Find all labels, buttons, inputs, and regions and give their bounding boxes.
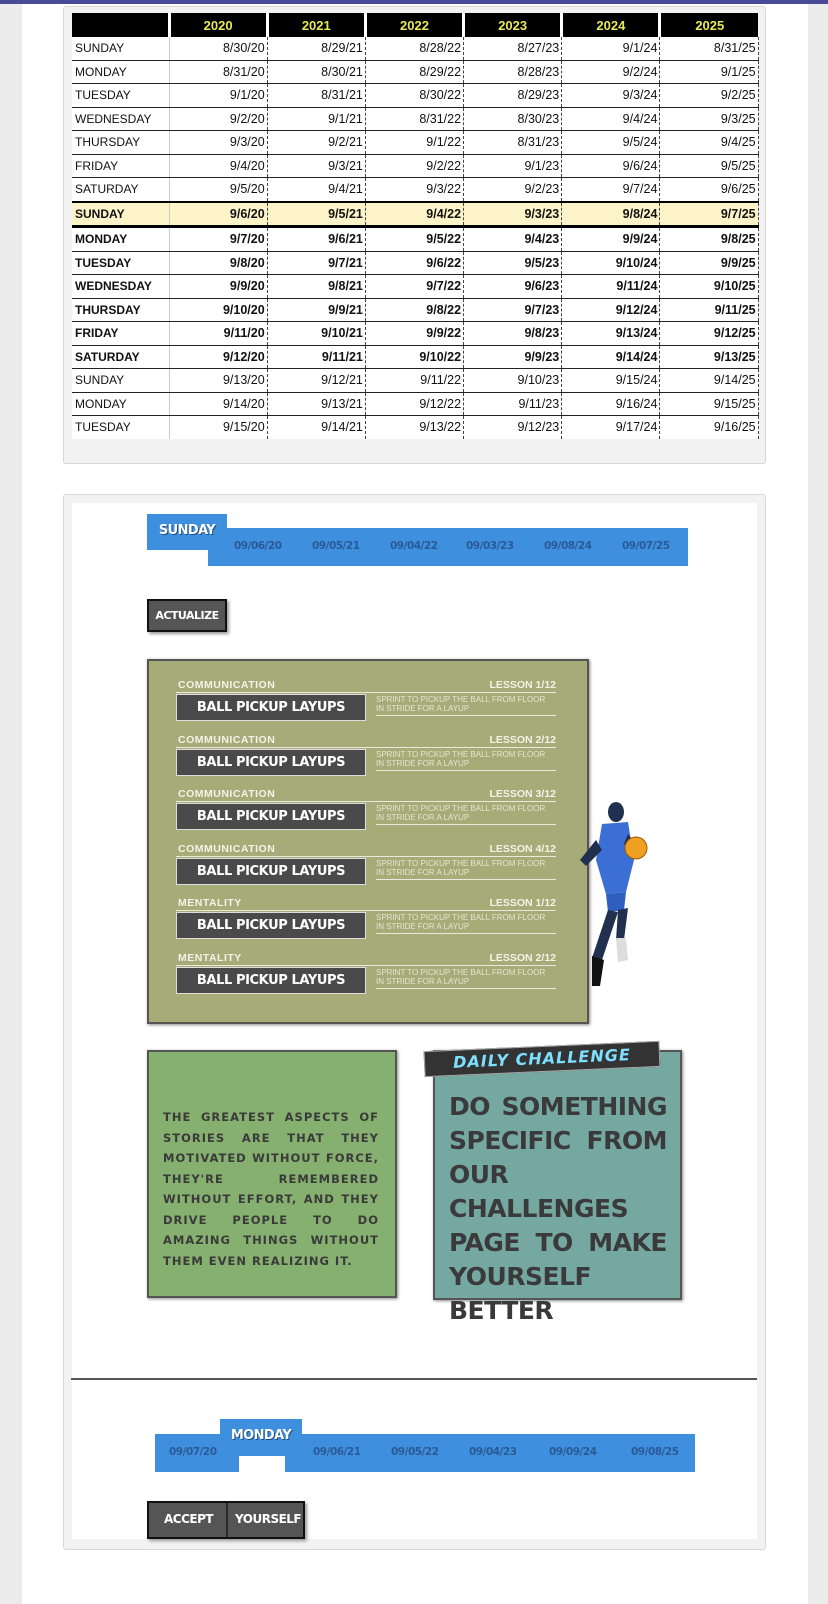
day-cell: TUESDAY bbox=[72, 84, 169, 108]
date-cell: 8/28/23 bbox=[464, 60, 562, 84]
date-cell: 9/16/24 bbox=[562, 392, 660, 416]
table-row bbox=[72, 178, 758, 202]
date-cell: 9/4/20 bbox=[169, 154, 267, 178]
table-row bbox=[72, 416, 758, 439]
lesson-number: LESSON 4/12 bbox=[489, 842, 556, 855]
date-cell: 9/6/23 bbox=[464, 275, 562, 299]
date-cell: 8/28/22 bbox=[365, 37, 463, 60]
date-cell: 9/6/24 bbox=[562, 154, 660, 178]
date-cell: 8/31/20 bbox=[169, 60, 267, 84]
date-cell: 8/30/22 bbox=[365, 84, 463, 108]
lesson-title-button[interactable]: BALL PICKUP LAYUPS bbox=[176, 967, 366, 994]
year-header: 2025 bbox=[660, 13, 758, 37]
lesson-desc-rule bbox=[376, 824, 556, 825]
lesson-number: LESSON 2/12 bbox=[489, 951, 556, 964]
lesson-number: LESSON 1/12 bbox=[489, 897, 556, 909]
header-blank-cell bbox=[72, 13, 169, 37]
strip-date-item[interactable]: 09/04/22 bbox=[390, 540, 438, 552]
table-row bbox=[72, 60, 758, 84]
year-header: 2020 bbox=[169, 13, 267, 37]
day-cell: TUESDAY bbox=[72, 416, 169, 439]
date-cell: 9/3/24 bbox=[562, 84, 660, 108]
strip-date-item[interactable]: 09/06/20 bbox=[234, 540, 282, 552]
lesson-number: LESSON 2/12 bbox=[489, 733, 556, 746]
date-cell: 9/15/25 bbox=[660, 392, 758, 416]
daily-challenge-text: DO SOMETHING SPECIFIC FROM OUR CHALLENGES PAGE TO MAKE YOURSELF BETTER bbox=[449, 1092, 667, 1325]
date-cell: 9/15/20 bbox=[169, 416, 267, 439]
strip-date-item[interactable]: 09/05/22 bbox=[391, 1446, 439, 1458]
strip-date-item[interactable]: 09/05/21 bbox=[312, 540, 360, 552]
daily-challenge-title: DAILY CHALLENGE bbox=[424, 1041, 661, 1077]
strip-date-item[interactable]: 09/03/23 bbox=[466, 540, 514, 552]
calendar-table bbox=[72, 13, 759, 439]
date-cell: 9/10/24 bbox=[562, 251, 660, 275]
date-cell: 9/4/21 bbox=[267, 178, 365, 202]
lesson-description: SPRINT TO PICKUP THE BALL FROM FLOOR IN STRIDE FOR A LAYUP bbox=[376, 695, 546, 713]
date-cell: 9/10/20 bbox=[169, 298, 267, 322]
year-header: 2024 bbox=[562, 13, 660, 37]
lesson-category: COMMUNICATION bbox=[178, 842, 276, 855]
date-cell: 9/14/24 bbox=[562, 345, 660, 369]
date-cell: 9/13/25 bbox=[660, 345, 758, 369]
date-cell: 8/29/22 bbox=[365, 60, 463, 84]
lesson-category: COMMUNICATION bbox=[178, 788, 276, 800]
quote-text: THE GREATEST ASPECTS OF STORIES ARE THAT THEY MOTIVATED WITHOUT FORCE, THEY'RE REMEMBERED WITHOUT EFFORT, AND THEY DRIVE PEOPLE TO DO AMAZING THINGS WITHOUT THEM EVEN REALIZING IT. bbox=[163, 1110, 379, 1268]
date-cell: 9/16/25 bbox=[660, 416, 758, 439]
table-row bbox=[72, 202, 758, 227]
tab-monday[interactable]: MONDAY bbox=[220, 1419, 302, 1455]
date-cell: 9/10/22 bbox=[365, 345, 463, 369]
date-cell: 8/30/20 bbox=[169, 37, 267, 60]
lesson-item bbox=[176, 952, 556, 1004]
date-cell: 9/8/20 bbox=[169, 251, 267, 275]
date-cell: 9/13/22 bbox=[365, 416, 463, 439]
day-cell: SUNDAY bbox=[72, 37, 169, 60]
date-cell: 8/29/21 bbox=[267, 37, 365, 60]
section-divider bbox=[71, 1378, 757, 1380]
date-cell: 9/7/24 bbox=[562, 178, 660, 202]
yourself-button[interactable]: YOURSELF bbox=[235, 1512, 302, 1526]
lesson-rule bbox=[176, 747, 556, 748]
lesson-rule bbox=[176, 692, 556, 693]
lesson-title-button[interactable]: BALL PICKUP LAYUPS bbox=[176, 858, 366, 885]
date-cell: 9/5/24 bbox=[562, 131, 660, 155]
date-cell: 9/9/25 bbox=[660, 251, 758, 275]
date-cell: 9/12/23 bbox=[464, 416, 562, 439]
date-cell: 8/31/21 bbox=[267, 84, 365, 108]
date-cell: 9/7/21 bbox=[267, 251, 365, 275]
lesson-desc-rule bbox=[376, 770, 556, 771]
date-cell: 9/9/24 bbox=[562, 227, 660, 252]
date-cell: 9/2/21 bbox=[267, 131, 365, 155]
date-cell: 9/2/20 bbox=[169, 107, 267, 131]
date-cell: 9/9/20 bbox=[169, 275, 267, 299]
date-cell: 9/6/25 bbox=[660, 178, 758, 202]
date-cell: 9/6/21 bbox=[267, 227, 365, 252]
strip-date-item[interactable]: 09/07/25 bbox=[622, 540, 670, 552]
day-cell: THURSDAY bbox=[72, 298, 169, 322]
accept-yourself-button-group bbox=[147, 1501, 305, 1539]
lesson-desc-rule bbox=[376, 933, 556, 934]
lesson-item bbox=[176, 734, 556, 786]
lesson-title-button[interactable]: BALL PICKUP LAYUPS bbox=[176, 694, 366, 721]
lesson-number: LESSON 1/12 bbox=[489, 679, 556, 691]
date-cell: 9/14/20 bbox=[169, 392, 267, 416]
date-cell: 9/5/21 bbox=[267, 202, 365, 227]
basketball-player-icon bbox=[572, 800, 652, 990]
date-cell: 9/7/22 bbox=[365, 275, 463, 299]
quote-box bbox=[147, 1050, 397, 1298]
date-cell: 9/13/21 bbox=[267, 392, 365, 416]
date-cell: 9/1/20 bbox=[169, 84, 267, 108]
day-cell: WEDNESDAY bbox=[72, 107, 169, 131]
date-cell: 9/7/23 bbox=[464, 298, 562, 322]
lesson-title-button[interactable]: BALL PICKUP LAYUPS bbox=[176, 749, 366, 776]
date-cell: 9/5/22 bbox=[365, 227, 463, 252]
day-cell: SATURDAY bbox=[72, 178, 169, 202]
lesson-rule bbox=[176, 856, 556, 857]
date-cell: 9/8/23 bbox=[464, 322, 562, 346]
year-header: 2022 bbox=[365, 13, 463, 37]
lesson-desc-rule bbox=[376, 988, 556, 989]
strip-date-item[interactable]: 09/06/21 bbox=[313, 1446, 361, 1458]
date-cell: 9/13/20 bbox=[169, 369, 267, 393]
date-cell: 9/10/25 bbox=[660, 275, 758, 299]
sunday-date-strip bbox=[208, 528, 688, 566]
table-row bbox=[72, 369, 758, 393]
date-cell: 9/3/22 bbox=[365, 178, 463, 202]
lesson-description: SPRINT TO PICKUP THE BALL FROM FLOOR IN STRIDE FOR A LAYUP bbox=[376, 749, 546, 768]
lesson-desc-rule bbox=[376, 879, 556, 880]
date-cell: 8/30/23 bbox=[464, 107, 562, 131]
table-row bbox=[72, 131, 758, 155]
tab-sunday[interactable]: SUNDAY bbox=[147, 514, 227, 550]
lesson-title-button[interactable]: BALL PICKUP LAYUPS bbox=[176, 912, 366, 939]
day-cell: TUESDAY bbox=[72, 251, 169, 275]
day-cell: MONDAY bbox=[72, 60, 169, 84]
calendar-body bbox=[72, 37, 758, 439]
day-cell: THURSDAY bbox=[72, 131, 169, 155]
date-cell: 9/9/23 bbox=[464, 345, 562, 369]
date-cell: 9/4/22 bbox=[365, 202, 463, 227]
date-cell: 8/31/23 bbox=[464, 131, 562, 155]
daily-challenge-box bbox=[433, 1050, 682, 1325]
table-row bbox=[72, 392, 758, 416]
lesson-description: SPRINT TO PICKUP THE BALL FROM FLOOR IN STRIDE FOR A LAYUP bbox=[376, 913, 546, 931]
date-cell: 9/4/25 bbox=[660, 131, 758, 155]
lessons-panel bbox=[147, 659, 589, 1024]
lesson-desc-rule bbox=[376, 715, 556, 716]
date-cell: 9/12/20 bbox=[169, 345, 267, 369]
lesson-description: SPRINT TO PICKUP THE BALL FROM FLOOR IN STRIDE FOR A LAYUP bbox=[376, 967, 546, 986]
lesson-item bbox=[176, 788, 556, 840]
lesson-category: MENTALITY bbox=[178, 897, 242, 909]
table-row bbox=[72, 322, 758, 346]
strip-date-item[interactable]: 09/08/24 bbox=[544, 540, 592, 552]
date-cell: 9/17/24 bbox=[562, 416, 660, 439]
date-cell: 9/14/21 bbox=[267, 416, 365, 439]
lesson-category: COMMUNICATION bbox=[178, 679, 276, 691]
table-row bbox=[72, 107, 758, 131]
date-cell: 9/11/24 bbox=[562, 275, 660, 299]
calendar-card bbox=[63, 6, 766, 464]
day-cell: FRIDAY bbox=[72, 154, 169, 178]
date-cell: 9/4/24 bbox=[562, 107, 660, 131]
lesson-category: MENTALITY bbox=[178, 951, 242, 964]
date-cell: 9/11/20 bbox=[169, 322, 267, 346]
date-cell: 9/5/25 bbox=[660, 154, 758, 178]
date-cell: 9/8/21 bbox=[267, 275, 365, 299]
strip-date-item[interactable]: 09/04/23 bbox=[469, 1446, 517, 1458]
day-cell: SUNDAY bbox=[72, 369, 169, 393]
date-cell: 9/4/23 bbox=[464, 227, 562, 252]
date-cell: 9/10/21 bbox=[267, 322, 365, 346]
lesson-rule bbox=[176, 801, 556, 802]
lesson-rule bbox=[176, 910, 556, 911]
date-cell: 9/2/22 bbox=[365, 154, 463, 178]
lesson-item bbox=[176, 679, 556, 731]
lesson-item bbox=[176, 897, 556, 949]
date-cell: 9/14/25 bbox=[660, 369, 758, 393]
lesson-rule bbox=[176, 965, 556, 966]
date-cell: 9/5/20 bbox=[169, 178, 267, 202]
date-cell: 9/1/25 bbox=[660, 60, 758, 84]
date-cell: 9/13/24 bbox=[562, 322, 660, 346]
date-cell: 9/8/25 bbox=[660, 227, 758, 252]
lesson-category: COMMUNICATION bbox=[178, 733, 276, 746]
day-cell: MONDAY bbox=[72, 392, 169, 416]
date-cell: 9/15/24 bbox=[562, 369, 660, 393]
date-cell: 9/10/23 bbox=[464, 369, 562, 393]
table-row bbox=[72, 227, 758, 252]
button-separator bbox=[226, 1503, 228, 1537]
date-cell: 9/2/25 bbox=[660, 84, 758, 108]
lesson-item bbox=[176, 843, 556, 895]
date-cell: 9/2/24 bbox=[562, 60, 660, 84]
date-cell: 9/2/23 bbox=[464, 178, 562, 202]
day-cell: WEDNESDAY bbox=[72, 275, 169, 299]
date-cell: 9/11/23 bbox=[464, 392, 562, 416]
date-cell: 8/29/23 bbox=[464, 84, 562, 108]
date-cell: 9/8/22 bbox=[365, 298, 463, 322]
tab-monday-notch bbox=[239, 1456, 285, 1472]
date-cell: 9/12/24 bbox=[562, 298, 660, 322]
date-cell: 8/31/25 bbox=[660, 37, 758, 60]
lesson-number: LESSON 3/12 bbox=[489, 788, 556, 800]
day-cell: FRIDAY bbox=[72, 322, 169, 346]
day-cell: SATURDAY bbox=[72, 345, 169, 369]
strip-date-item[interactable]: 09/08/25 bbox=[631, 1446, 679, 1458]
table-row bbox=[72, 275, 758, 299]
date-cell: 9/3/21 bbox=[267, 154, 365, 178]
date-cell: 9/9/22 bbox=[365, 322, 463, 346]
accept-button[interactable]: ACCEPT bbox=[164, 1512, 214, 1526]
date-cell: 9/1/24 bbox=[562, 37, 660, 60]
strip-date-item[interactable]: 09/07/20 bbox=[169, 1446, 217, 1458]
date-cell: 8/27/23 bbox=[464, 37, 562, 60]
day-cell: MONDAY bbox=[72, 227, 169, 252]
actualize-button[interactable]: ACTUALIZE bbox=[147, 599, 227, 632]
date-cell: 9/11/25 bbox=[660, 298, 758, 322]
date-cell: 9/8/24 bbox=[562, 202, 660, 227]
date-cell: 9/11/21 bbox=[267, 345, 365, 369]
date-cell: 9/3/23 bbox=[464, 202, 562, 227]
date-cell: 9/11/22 bbox=[365, 369, 463, 393]
table-row bbox=[72, 37, 758, 60]
date-cell: 8/30/21 bbox=[267, 60, 365, 84]
lesson-title-button[interactable]: BALL PICKUP LAYUPS bbox=[176, 803, 366, 830]
date-cell: 9/6/20 bbox=[169, 202, 267, 227]
date-cell: 9/12/22 bbox=[365, 392, 463, 416]
date-cell: 9/7/25 bbox=[660, 202, 758, 227]
date-cell: 9/6/22 bbox=[365, 251, 463, 275]
calendar-header-row bbox=[72, 13, 758, 37]
date-cell: 9/1/21 bbox=[267, 107, 365, 131]
date-cell: 9/3/20 bbox=[169, 131, 267, 155]
date-cell: 9/12/21 bbox=[267, 369, 365, 393]
table-row bbox=[72, 345, 758, 369]
date-cell: 9/1/22 bbox=[365, 131, 463, 155]
date-cell: 9/3/25 bbox=[660, 107, 758, 131]
strip-date-item[interactable]: 09/09/24 bbox=[549, 1446, 597, 1458]
table-row bbox=[72, 298, 758, 322]
lesson-description: SPRINT TO PICKUP THE BALL FROM FLOOR IN STRIDE FOR A LAYUP bbox=[376, 858, 546, 877]
day-cell: SUNDAY bbox=[72, 202, 169, 227]
table-row bbox=[72, 251, 758, 275]
table-row bbox=[72, 154, 758, 178]
date-cell: 9/1/23 bbox=[464, 154, 562, 178]
date-cell: 9/9/21 bbox=[267, 298, 365, 322]
table-row bbox=[72, 84, 758, 108]
year-header: 2023 bbox=[464, 13, 562, 37]
date-cell: 9/5/23 bbox=[464, 251, 562, 275]
lesson-description: SPRINT TO PICKUP THE BALL FROM FLOOR IN STRIDE FOR A LAYUP bbox=[376, 804, 546, 822]
date-cell: 8/31/22 bbox=[365, 107, 463, 131]
year-header: 2021 bbox=[267, 13, 365, 37]
date-cell: 9/12/25 bbox=[660, 322, 758, 346]
date-cell: 9/7/20 bbox=[169, 227, 267, 252]
